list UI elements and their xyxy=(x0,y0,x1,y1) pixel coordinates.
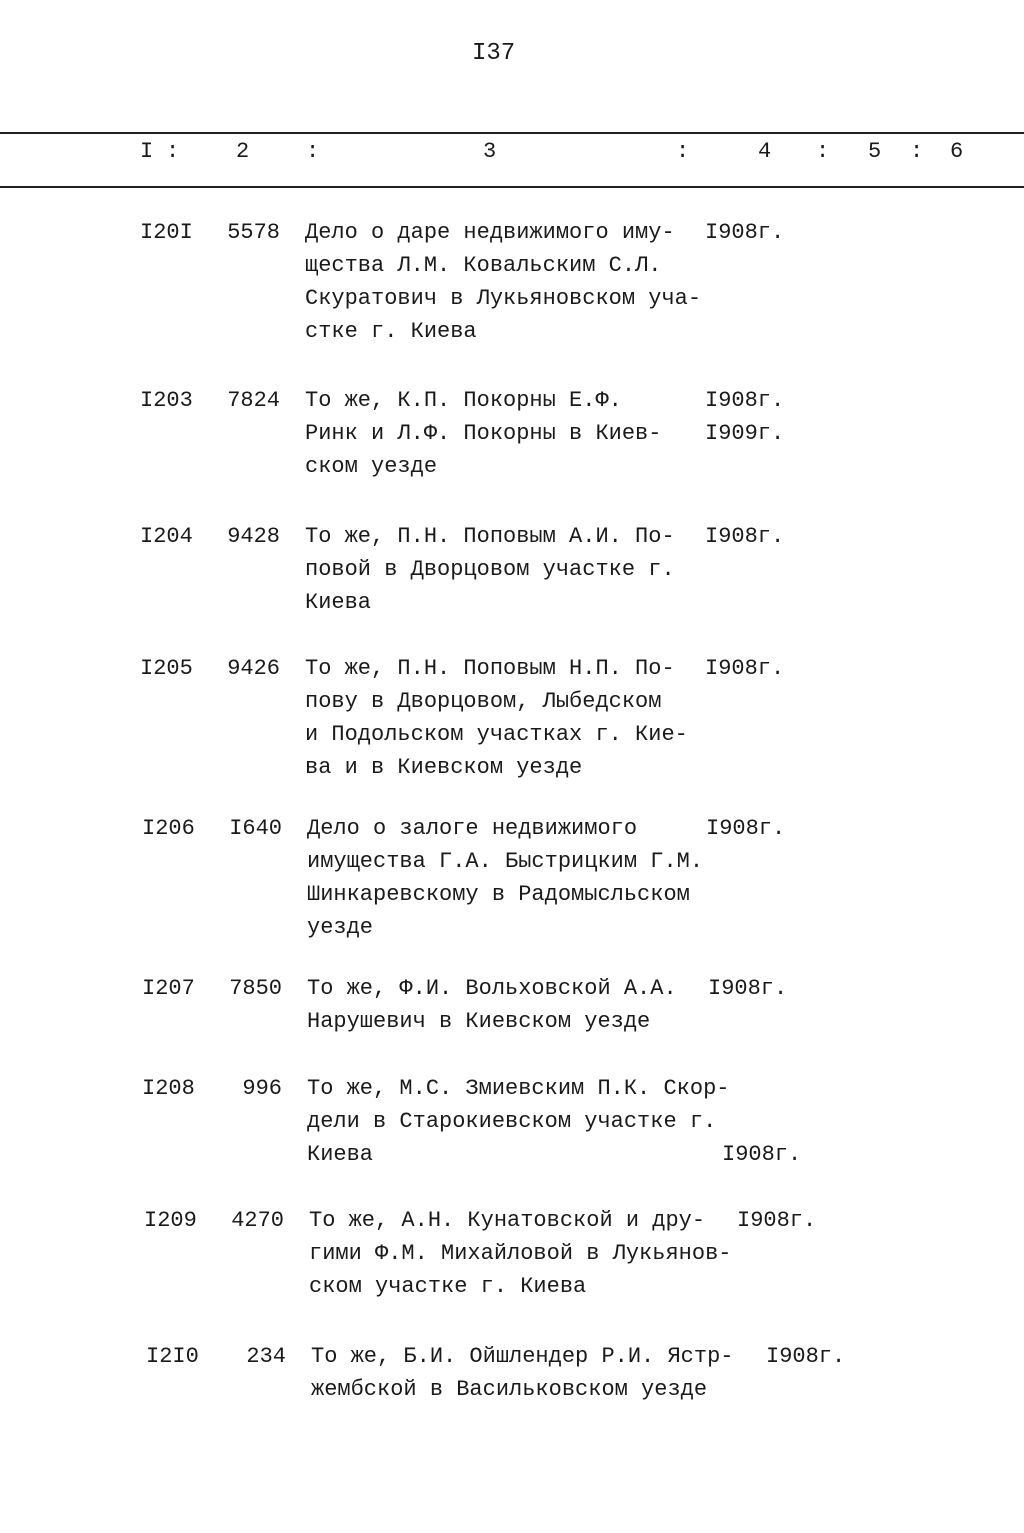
description-line: стке г. Киева xyxy=(305,319,477,344)
date-value: I908г. xyxy=(705,388,785,413)
record-number: I206 xyxy=(142,816,195,841)
record-dates xyxy=(705,520,784,553)
description-line: Дело о даре недвижимого иму- xyxy=(305,220,675,245)
record-dates xyxy=(766,1340,845,1373)
record-dates xyxy=(706,812,785,845)
col-header-3: 3 xyxy=(483,139,497,164)
description-line: То же, М.С. Змиевским П.К. Скор- xyxy=(307,1076,730,1101)
description-line: ва и в Киевском уезде xyxy=(305,755,583,780)
record-dates xyxy=(708,972,787,1005)
header-top-rule xyxy=(0,132,1024,134)
page-number: I37 xyxy=(472,40,516,67)
record-number: I209 xyxy=(144,1208,197,1233)
inventory-number: 7824 xyxy=(227,388,280,413)
inventory-number: 4270 xyxy=(231,1208,284,1233)
inventory-number: 9428 xyxy=(227,524,280,549)
record-description xyxy=(305,652,688,784)
description-line: Дело о залоге недвижимого xyxy=(307,816,638,841)
description-line: повой в Дворцовом участке г. xyxy=(305,557,675,582)
inventory-number: 996 xyxy=(242,1076,282,1101)
date-value: I908г. xyxy=(706,816,786,841)
description-line: ском участке г. Киева xyxy=(309,1274,587,1299)
record-number: I205 xyxy=(140,656,193,681)
col-separator: : xyxy=(676,139,690,164)
description-line: гими Ф.М. Михайловой в Лукьянов- xyxy=(309,1241,732,1266)
record-description xyxy=(305,216,701,348)
record-number: I2I0 xyxy=(146,1344,199,1369)
inventory-number: I640 xyxy=(229,816,282,841)
date-value: I908г. xyxy=(722,1142,802,1167)
inventory-number: 9426 xyxy=(227,656,280,681)
header-bottom-rule xyxy=(0,186,1024,188)
description-line: имущества Г.А. Быстрицким Г.М. xyxy=(307,849,704,874)
description-line: дели в Старокиевском участке г. xyxy=(307,1109,717,1134)
date-value: I909г. xyxy=(705,421,785,446)
description-line: То же, К.П. Покорны Е.Ф. xyxy=(305,388,622,413)
record-number: I204 xyxy=(140,524,193,549)
inventory-number: 234 xyxy=(246,1344,286,1369)
record-description xyxy=(307,1072,729,1171)
record-number: I207 xyxy=(142,976,195,1001)
date-value: I908г. xyxy=(705,220,785,245)
col-separator: : xyxy=(306,139,320,164)
description-line: То же, А.Н. Кунатовской и дру- xyxy=(309,1208,706,1233)
col-separator: : xyxy=(910,139,924,164)
description-line: уезде xyxy=(307,915,374,940)
description-line: щества Л.М. Ковальским С.Л. xyxy=(305,253,662,278)
inventory-number: 5578 xyxy=(227,220,280,245)
col-header-1: I xyxy=(140,139,154,164)
description-line: Шинкаревскому в Радомысльском xyxy=(307,882,690,907)
date-value xyxy=(722,1105,801,1138)
col-header-2: 2 xyxy=(236,139,250,164)
date-value: I908г. xyxy=(708,976,788,1001)
col-header-5: 5 xyxy=(868,139,882,164)
date-value: I908г. xyxy=(705,524,785,549)
description-line: Ринк и Л.Ф. Покорны в Киев- xyxy=(305,421,662,446)
description-line: ском уезде xyxy=(305,454,438,479)
description-line: жембской в Васильковском уезде xyxy=(311,1377,708,1402)
record-description xyxy=(307,812,703,944)
description-line: То же, Ф.И. Вольховской А.А. xyxy=(307,976,677,1001)
record-description xyxy=(305,384,661,483)
date-value xyxy=(722,1072,801,1105)
record-description xyxy=(311,1340,733,1406)
description-line: Киева xyxy=(305,590,372,615)
description-line: То же, П.Н. Поповым А.И. По- xyxy=(305,524,675,549)
record-dates xyxy=(705,216,784,249)
record-description xyxy=(305,520,675,619)
record-description xyxy=(307,972,677,1038)
col-separator: : xyxy=(816,139,830,164)
record-dates xyxy=(705,652,784,685)
record-number: I20I xyxy=(140,220,193,245)
col-separator: : xyxy=(166,139,180,164)
col-header-4: 4 xyxy=(758,139,772,164)
col-header-6: 6 xyxy=(950,139,964,164)
record-number: I203 xyxy=(140,388,193,413)
record-number: I208 xyxy=(142,1076,195,1101)
record-dates xyxy=(737,1204,816,1237)
description-line: Скуратович в Лукьяновском уча- xyxy=(305,286,702,311)
date-value: I908г. xyxy=(737,1208,817,1233)
record-dates xyxy=(722,1072,801,1171)
description-line: То же, П.Н. Поповым Н.П. По- xyxy=(305,656,675,681)
description-line: пову в Дворцовом, Лыбедском xyxy=(305,689,662,714)
record-description xyxy=(309,1204,731,1303)
date-value: I908г. xyxy=(705,656,785,681)
record-dates xyxy=(705,384,784,450)
description-line: Киева xyxy=(307,1142,374,1167)
description-line: Нарушевич в Киевском уезде xyxy=(307,1009,651,1034)
date-value: I908г. xyxy=(766,1344,846,1369)
description-line: То же, Б.И. Ойшлендер Р.И. Ястр- xyxy=(311,1344,734,1369)
inventory-number: 7850 xyxy=(229,976,282,1001)
description-line: и Подольском участках г. Кие- xyxy=(305,722,688,747)
